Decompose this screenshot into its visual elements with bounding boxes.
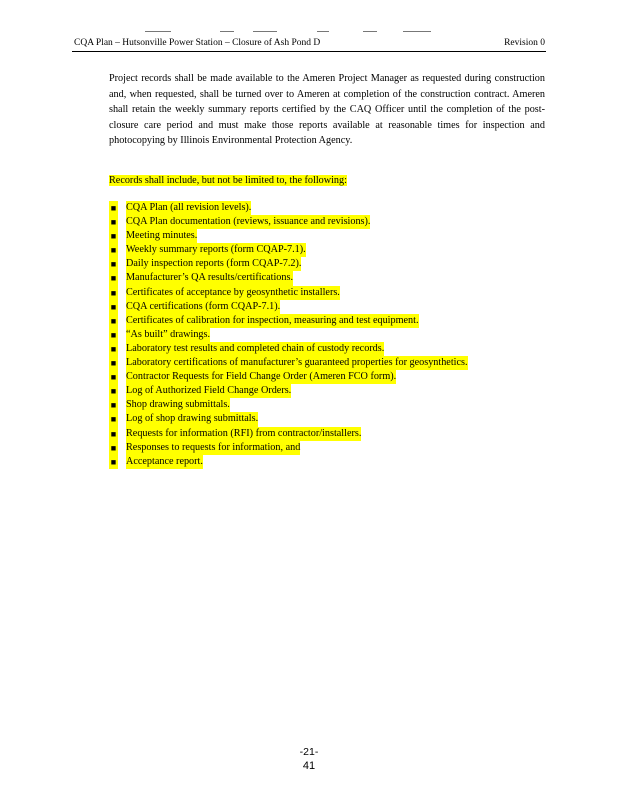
bullet-icon: ■ (109, 384, 118, 398)
list-item-text: Manufacturer’s QA results/certifications. (126, 271, 293, 285)
list-item-text: Contractor Requests for Field Change Order (Ameren FCO form). (126, 370, 396, 384)
list-item-text: Requests for information (RFI) from contractor/installers. (126, 427, 361, 441)
list-item-text: Weekly summary reports (form CQAP-7.1). (126, 243, 306, 257)
bullet-icon: ■ (109, 300, 118, 314)
header-revision: Revision 0 (504, 38, 545, 48)
list-item-text: Laboratory test results and completed chain of custody records. (126, 342, 384, 356)
list-item-text: CQA Plan documentation (reviews, issuance and revisions). (126, 215, 370, 229)
bullet-icon: ■ (109, 455, 118, 469)
header-divider (72, 51, 546, 52)
bullet-icon: ■ (109, 398, 118, 412)
header-title: CQA Plan – Hutsonville Power Station – Closure of Ash Pond D (74, 38, 321, 48)
records-intro-text: Records shall include, but not be limited to, the following: (109, 175, 347, 186)
bullet-icon: ■ (109, 215, 118, 229)
list-item-text: Certificates of acceptance by geosynthetic installers. (126, 286, 340, 300)
scan-artifact-dashes (140, 31, 440, 33)
bullet-icon: ■ (109, 427, 118, 441)
bullet-icon: ■ (109, 201, 118, 215)
bullet-icon: ■ (109, 328, 118, 342)
bullet-icon: ■ (109, 412, 118, 426)
list-item-text: Log of shop drawing submittals. (126, 412, 258, 426)
bullet-icon: ■ (109, 271, 118, 285)
list-item-text: Laboratory certifications of manufacturer’s guaranteed properties for geosynthetics. (126, 356, 468, 370)
list-item-text: CQA certifications (form CQAP-7.1). (126, 300, 280, 314)
bullet-icon: ■ (109, 286, 118, 300)
bullet-icon: ■ (109, 257, 118, 271)
records-paragraph: Project records shall be made available to the Ameren Project Manager as requested during construction and, when requested, shall be turned over to Ameren at completion of the construction contract. Ameren shall retain the weekly summary reports certified by the CAQ Officer until the completion of the post-closure care period and must make those reports available at reasonable times for inspection and photocopying by Illinois Environmental Protection Agency. (109, 73, 545, 147)
bullet-icon: ■ (109, 441, 118, 455)
bullet-icon: ■ (109, 243, 118, 257)
list-item-text: Meeting minutes. (126, 229, 197, 243)
list-item-text: Responses to requests for information, and (126, 441, 300, 455)
bullet-icon: ■ (109, 370, 118, 384)
records-intro (109, 174, 347, 188)
bullet-icon: ■ (109, 314, 118, 328)
bullet-icon: ■ (109, 229, 118, 243)
list-item-text: “As built” drawings. (126, 328, 210, 342)
bullet-icon: ■ (109, 342, 118, 356)
sheet-number: 41 (302, 760, 316, 772)
list-item-text: Daily inspection reports (form CQAP-7.2). (126, 257, 301, 271)
list-item-text: CQA Plan (all revision levels). (126, 201, 251, 215)
list-item-text: Acceptance report. (126, 455, 203, 469)
bullet-icon: ■ (109, 356, 118, 370)
list-item-text: Log of Authorized Field Change Orders. (126, 384, 291, 398)
page-label: -21- (299, 746, 319, 758)
list-item-text: Shop drawing submittals. (126, 398, 230, 412)
list-item-text: Certificates of calibration for inspection, measuring and test equipment. (126, 314, 419, 328)
